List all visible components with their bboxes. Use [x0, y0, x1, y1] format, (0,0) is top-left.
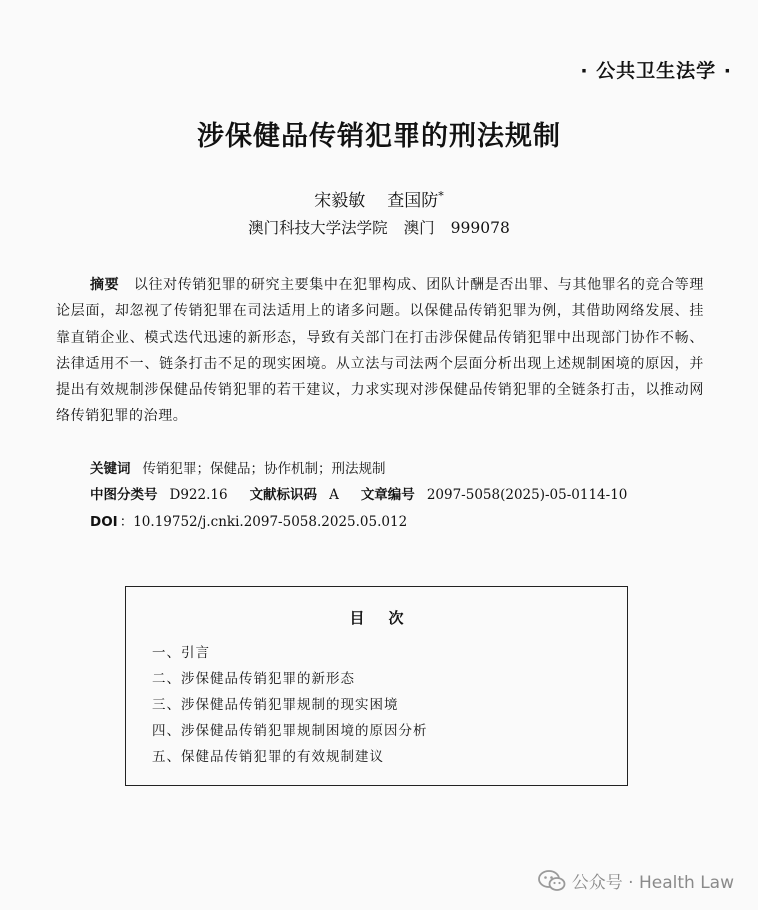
affiliation-city: 澳门	[403, 219, 435, 237]
keywords-text: 传销犯罪；保健品；协作机制；刑法规制	[142, 461, 386, 477]
affiliation-institution: 澳门科技大学法学院	[248, 219, 388, 237]
author-note-mark: *	[438, 189, 444, 203]
toc-list	[126, 640, 627, 770]
toc-item: 五、保健品传销犯罪的有效规制建议	[152, 749, 384, 765]
toc-item: 三、涉保健品传销犯罪规制的现实困境	[152, 697, 399, 713]
classification-line	[90, 483, 627, 503]
doc-code-value: A	[329, 487, 339, 503]
authors	[0, 186, 758, 211]
clc-value: D922.16	[169, 487, 228, 503]
toc-item: 一、引言	[152, 645, 210, 661]
author-2: 查国防	[387, 191, 439, 211]
abstract-label: 摘要	[90, 277, 120, 293]
clc-label: 中图分类号	[90, 487, 158, 503]
wechat-icon	[538, 870, 566, 892]
toc-item: 二、涉保健品传销犯罪的新形态	[152, 671, 355, 687]
table-of-contents	[125, 586, 628, 786]
affiliation	[0, 216, 758, 238]
toc-item: 四、涉保健品传销犯罪规制困境的原因分析	[152, 723, 428, 739]
section-tag: · 公共卫生法学 ·	[580, 60, 732, 82]
doc-code-label: 文献标识码	[249, 487, 318, 503]
article-no-value: 2097-5058(2025)-05-0114-10	[426, 487, 628, 503]
toc-title: 目次	[349, 609, 428, 627]
author-1: 宋毅敏	[314, 191, 366, 211]
keywords-label: 关键词	[90, 461, 131, 477]
abstract	[56, 272, 704, 430]
watermark	[538, 868, 734, 893]
doi-label: DOI	[90, 514, 118, 530]
abstract-text: 以往对传销犯罪的研究主要集中在犯罪构成、团队计酬是否出罪、与其他罪名的竞合等理论层面，却忽视了传销犯罪在司法适用上的诸多问题。以保健品传销犯罪为例，其借助网络发展、挂靠直销企业、模式迭代迅速的新形态，导致有关部门在打击涉保健品传销犯罪中出现部门协作不畅、法律适用不一、链条打击不足的现实困境。从立法与司法两个层面分析出现上述规制困境的原因，并提出有效规制涉保健品传销犯罪的若干建议，力求实现对涉保健品传销犯罪的全链条打击，以推动网络传销犯罪的治理。	[56, 277, 704, 425]
watermark-text: 公众号 · Health Law	[571, 873, 734, 893]
doi-line	[90, 510, 407, 530]
article-title: 涉保健品传销犯罪的刑法规制	[197, 121, 561, 152]
keywords	[90, 457, 386, 477]
article-no-label: 文章编号	[360, 487, 415, 503]
affiliation-postcode: 999078	[450, 219, 510, 237]
doi-value: ：10.19752/j.cnki.2097-5058.2025.05.012	[119, 514, 408, 530]
